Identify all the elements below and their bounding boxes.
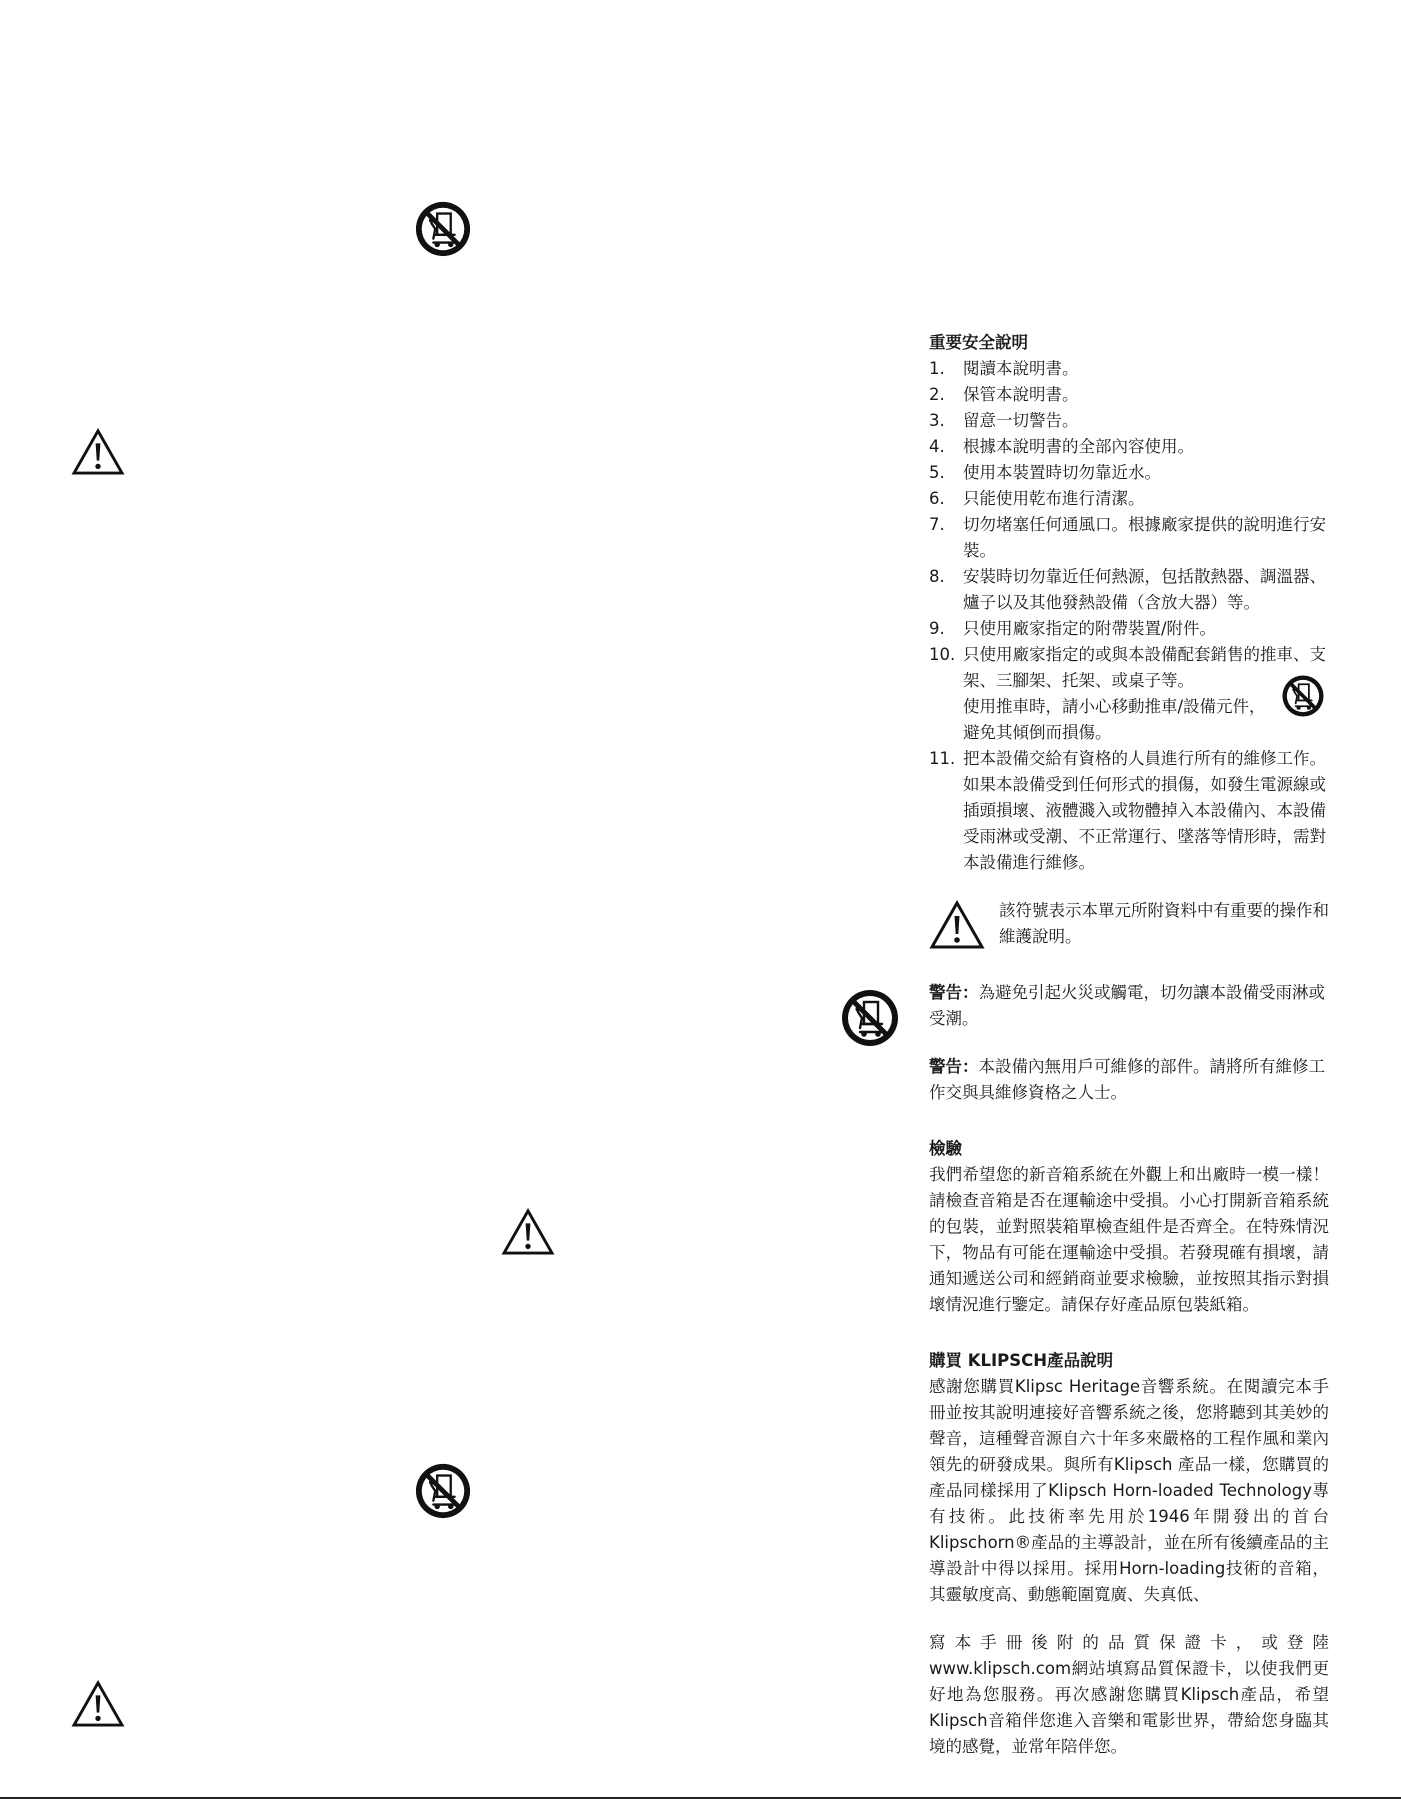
text-column: [929, 330, 1329, 1760]
inspection-body: 我們希望您的新音箱系統在外觀上和出廠時一模一樣！請檢查音箱是否在運輸途中受損。小心打開新音箱系統的包裝，並對照裝箱單檢查組件是否齊全。在特殊情況下，物品有可能在運輸途中受損。若發現確有損壞，請通知遞送公司和經銷商並要求檢驗，並按照其指示對損壞情況進行鑒定。請保存好產品原包裝紙箱。: [929, 1165, 1329, 1314]
list-item: 10. 只使用廠家指定的或與本設備配套銷售的推車、支架、三腳架、托架、或桌子等。 使用推車時，請小心移動推車/設備元件，避免其傾倒而損傷。: [929, 645, 1326, 742]
purchase-body: 感謝您購買Klipsc Heritage音響系統。在閱讀完本手冊並按其說明連接好音響系統之後，您將聽到其美妙的聲音，這種聲音源自六十年多來嚴格的工程作風和業內領先的研發成果。與所有Klipsch 產品一樣，您購買的產品同樣採用了Klipsch Horn-loaded Technology專有技術。此技術率先用於1946年開發出的首台Klipschorn®產品的主導設計，並在所有後續產品的主導設計中得以採用。採用Horn-loading技術的音箱，其靈敏度高、動態範圍寬廣、失真低、: [929, 1377, 1329, 1604]
cart-tipover-icon: [1281, 674, 1325, 718]
warning-triangle-icon: [929, 900, 985, 950]
bottom-rule: [0, 1797, 1401, 1799]
list-item: 8. 安裝時切勿靠近任何熱源，包括散熱器、調溫器、爐子以及其他發熱設備（含放大器）等。: [929, 567, 1326, 612]
purchase-body-continued: 寫本手冊後附的品質保證卡，或登陸www.klipsch.com網站填寫品質保證卡，以使我們更好地為您服務。再次感謝您購買Klipsch產品，希望Klipsch音箱伴您進入音樂和電影世界，帶給您身臨其境的感覺，並常年陪伴您。: [929, 1633, 1329, 1756]
cart-tipover-icon: [414, 200, 472, 258]
purchase-heading: 購買 KLIPSCH產品說明: [929, 1351, 1114, 1370]
safety-heading: 重要安全說明: [929, 333, 1028, 352]
warning-triangle-icon: [501, 1208, 555, 1256]
list-item: 3. 留意一切警告。: [929, 411, 1079, 430]
warning-triangle-icon: [71, 428, 125, 476]
warning-fire: 警告：為避免引起火災或觸電，切勿讓本設備受雨淋或受潮。: [929, 983, 1325, 1028]
list-item: 5. 使用本裝置時切勿靠近水。: [929, 463, 1161, 482]
list-item: 4. 根據本說明書的全部內容使用。: [929, 437, 1194, 456]
cart-tipover-icon: [414, 1462, 472, 1520]
list-item: 1. 閱讀本說明書。: [929, 359, 1079, 378]
list-item: 2. 保管本說明書。: [929, 385, 1079, 404]
list-item: 9. 只使用廠家指定的附帶裝置/附件。: [929, 619, 1217, 638]
inspection-heading: 檢驗: [929, 1139, 962, 1158]
cart-tipover-icon: [840, 988, 900, 1048]
list-item: 11. 把本設備交給有資格的人員進行所有的維修工作。如果本設備受到任何形式的損傷，如發生電源線或插頭損壞、液體濺入或物體掉入本設備內、本設備受雨淋或受潮、不正常運行、墜落等情形時，需對本設備進行維修。: [929, 749, 1326, 872]
list-item: 7. 切勿堵塞任何通風口。根據廠家提供的說明進行安裝。: [929, 515, 1326, 560]
list-item: 6. 只能使用乾布進行清潔。: [929, 489, 1145, 508]
safety-list: [929, 356, 1329, 876]
symbol-note: 該符號表示本單元所附資料中有重要的操作和維護說明。: [929, 898, 1329, 950]
warning-triangle-icon: [71, 1680, 125, 1728]
warning-service: 警告：本設備內無用戶可維修的部件。請將所有維修工作交與具維修資格之人士。: [929, 1057, 1325, 1102]
